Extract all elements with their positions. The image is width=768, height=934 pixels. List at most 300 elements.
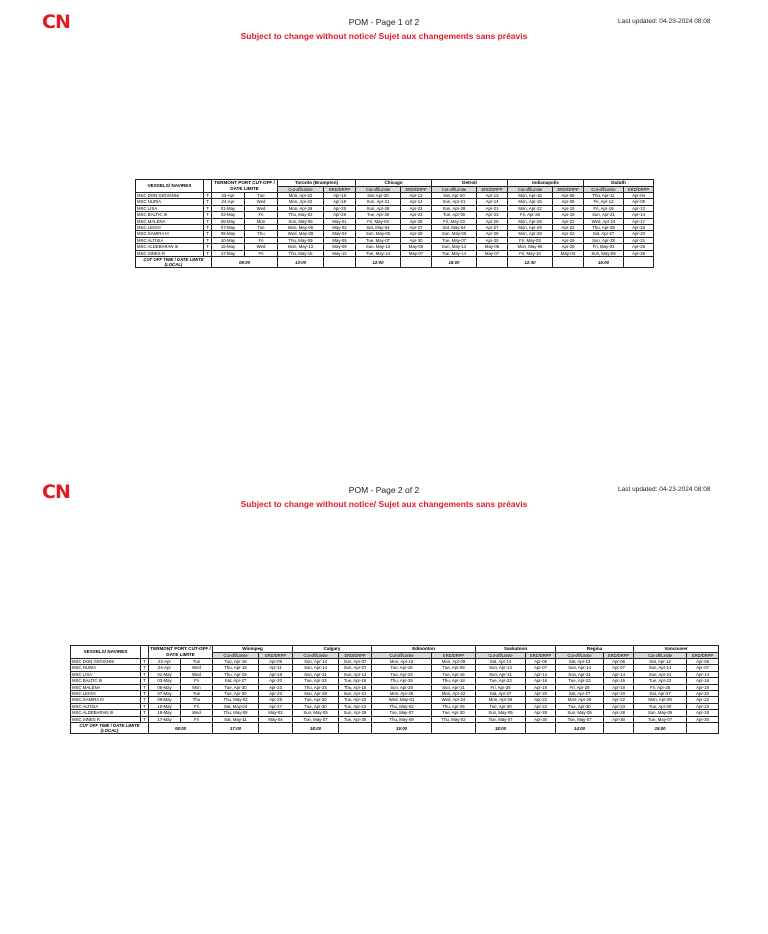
termont-date: 24-Apr — [212, 199, 245, 205]
termont-cutoff-time: 08:00 — [149, 723, 213, 734]
erd-date: Apr-23 — [687, 703, 719, 709]
termont-date: 09-May — [212, 231, 245, 237]
erd-date: Apr-22 — [687, 697, 719, 703]
vessel-name: MSC DON GIOVANNI — [136, 193, 204, 199]
cutoff-date: Tue, Apr-23 — [293, 678, 339, 684]
table-row — [71, 716, 719, 722]
cutoff-date: Sun, May-05 — [293, 710, 339, 716]
erd-date: May-05 — [324, 237, 356, 243]
cutoff-date: Mon, Apr-29 — [634, 697, 687, 703]
terminal-code: T — [141, 659, 149, 665]
termont-day: Tue — [181, 691, 213, 697]
erd-date: Apr-27 — [477, 225, 508, 231]
erd-header: ERD/DRPP — [324, 186, 356, 193]
cutoff-date: Sun, Apr-21 — [432, 199, 477, 205]
cutoff-date: Tue, May-07 — [556, 716, 604, 722]
erd-date: Apr-26 — [553, 237, 584, 243]
erd-date: Mon, Apr-08 — [432, 659, 476, 665]
page-title: POM - Page 2 of 2 — [348, 485, 420, 495]
erd-date: Apr-20 — [624, 231, 654, 237]
erd-date: May-12 — [324, 250, 356, 256]
cutoff-date: Tue, May-14 — [432, 250, 477, 256]
table-row — [71, 678, 719, 684]
city-cutoff-time: 17:00 — [213, 723, 259, 734]
page-title: POM - Page 1 of 2 — [348, 17, 420, 27]
termont-day: Wed — [181, 710, 213, 716]
termont-date: 10-May — [212, 237, 245, 243]
cutoff-date: Fri, Apr-26 — [634, 684, 687, 690]
vessel-name: MSC NURIA — [71, 665, 141, 671]
termont-cutoff-time: 08:00 — [212, 257, 278, 268]
cutoff-date: Mon, Apr-22 — [278, 193, 324, 199]
vessel-name: MSC BALTIC III — [71, 678, 141, 684]
vessel-name: MSC LISA — [136, 205, 204, 211]
cutoff-header: Cut-off/Limite — [584, 186, 624, 193]
terminal-code: T — [204, 193, 212, 199]
cutoff-date: Thu, May-02 — [213, 697, 259, 703]
cutoff-date: Sun, Apr-28 — [372, 684, 432, 690]
erd-header: ERD/DRPP — [477, 186, 508, 193]
cutoff-date: Sun, Apr-21 — [556, 671, 604, 677]
cutoff-date: Sat, Apr-13 — [634, 659, 687, 665]
vessel-name: MSC LEIGH — [71, 691, 141, 697]
cutoff-date: Mon, Apr-15 — [508, 199, 553, 205]
erd-date: Apr-30 — [477, 237, 508, 243]
erd-date: Apr-18 — [259, 671, 293, 677]
erd-date: Apr-16 — [526, 678, 556, 684]
termont-day: Mon — [245, 218, 278, 224]
erd-date: Apr-20 — [604, 691, 634, 697]
blank-cell — [553, 257, 584, 268]
table-row — [71, 671, 719, 677]
cutoff-date: Mon, Apr-22 — [508, 205, 553, 211]
cutoff-date: Sun, May-05 — [476, 710, 526, 716]
cutoff-date: Tue, Apr-30 — [556, 703, 604, 709]
cutoff-date: Tue, May-07 — [356, 237, 401, 243]
vessel-name: MSC LISA — [71, 671, 141, 677]
erd-date: Apr-26 — [624, 244, 654, 250]
cutoff-date: Mon, Apr-29 — [476, 697, 526, 703]
termont-day: Tue — [181, 659, 213, 665]
blank-cell — [259, 723, 293, 734]
cutoff-date: Sun, May-05 — [432, 231, 477, 237]
blank-cell — [624, 257, 654, 268]
erd-date: Apr-23 — [604, 703, 634, 709]
termont-date: 17-May — [212, 250, 245, 256]
blank-cell — [604, 723, 634, 734]
termont-date: 17-May — [149, 716, 181, 722]
termont-header: TERMONT PORT CUT-OFF / DATE LIMITE — [212, 180, 278, 193]
cutoff-date: Thu, May-09 — [213, 710, 259, 716]
vessel-name: MSC BALTIC III — [136, 212, 204, 218]
erd-date: Thu, Apr-18 — [339, 684, 372, 690]
table-row — [71, 691, 719, 697]
erd-date: Apr-16 — [687, 678, 719, 684]
cutoff-date: Tue, Apr-30 — [432, 212, 477, 218]
termont-day: Tue — [245, 225, 278, 231]
city-cutoff-time: 15:00 — [432, 257, 477, 268]
cutoff-date: Sun, Apr-21 — [476, 671, 526, 677]
cutoff-time-label: CUT OFF TIME / DATE LIMITE (LOCAL) — [136, 257, 212, 268]
cutoff-header: Cut-off/Limite — [356, 186, 401, 193]
vessel-name: MSC MALENA — [71, 684, 141, 690]
erd-date: Apr-19 — [526, 684, 556, 690]
erd-header: ERD/DRPP — [624, 186, 654, 193]
cutoff-date: Fri, Apr-19 — [584, 205, 624, 211]
erd-date: May-04 — [259, 716, 293, 722]
erd-date: Apr-23 — [401, 212, 432, 218]
city-header: Edmonton — [372, 646, 476, 653]
erd-date: Thu, Apr-25 — [432, 703, 476, 709]
cutoff-header: Cut-off/Limite — [476, 652, 526, 659]
blank-header — [204, 180, 212, 193]
blank-cell — [339, 723, 372, 734]
cutoff-date: Fri, May-03 — [356, 218, 401, 224]
terminal-code: T — [204, 199, 212, 205]
cutoff-date: Mon, Apr-29 — [508, 231, 553, 237]
cutoff-date: Sat, Apr-27 — [213, 678, 259, 684]
erd-date: Apr-06 — [526, 659, 556, 665]
erd-date: Apr-26 — [477, 218, 508, 224]
erd-date: Apr-28 — [401, 231, 432, 237]
termont-day: Fri — [181, 716, 213, 722]
cutoff-date: Sat, Apr-20 — [356, 193, 401, 199]
terminal-code: T — [141, 684, 149, 690]
cutoff-date: Tue, Apr-30 — [213, 691, 259, 697]
cutoff-date: Sun, Apr-21 — [356, 199, 401, 205]
vessel-name: MSC SAMIRA III — [71, 697, 141, 703]
cutoff-date: Tue, Apr-30 — [213, 684, 259, 690]
termont-day: Fri — [245, 212, 278, 218]
erd-header: ERD/DRPP — [401, 186, 432, 193]
cutoff-date: Sun, Apr-28 — [293, 691, 339, 697]
termont-day: Tue — [245, 193, 278, 199]
erd-date: Apr-28 — [526, 710, 556, 716]
notice-text: Subject to change without notice/ Sujet aux changements sans préavis — [240, 499, 528, 509]
cutoff-date: Mon, Apr-29 — [372, 691, 432, 697]
vessel-name: MSC ALTISIA — [71, 703, 141, 709]
erd-date: Wed, Apr-24 — [432, 697, 476, 703]
cutoff-date: Sun, May-05 — [278, 218, 324, 224]
erd-date: Apr-11 — [259, 665, 293, 671]
erd-date: Apr-26 — [401, 218, 432, 224]
cutoff-date: Sun, Apr-14 — [634, 665, 687, 671]
erd-date: Apr-28 — [624, 250, 654, 256]
erd-date: Apr-21 — [477, 205, 508, 211]
erd-date: Apr-25 — [259, 697, 293, 703]
table-row — [71, 665, 719, 671]
cutoff-date: Mon, Apr-29 — [556, 697, 604, 703]
city-cutoff-time: 19:00 — [634, 723, 687, 734]
erd-date: Apr-15 — [553, 205, 584, 211]
city-header: Toronto (Brampton) — [278, 180, 356, 187]
cutoff-date: Sun, Apr-21 — [634, 671, 687, 677]
terminal-code: T — [204, 212, 212, 218]
city-header: Duluth — [584, 180, 654, 187]
city-header: Regina — [556, 646, 634, 653]
termont-day: Wed — [245, 199, 278, 205]
cutoff-date: Thu, Apr-25 — [293, 684, 339, 690]
erd-date: Apr-20 — [259, 678, 293, 684]
cutoff-date: Sun, May-12 — [432, 244, 477, 250]
terminal-code: T — [204, 237, 212, 243]
erd-date: Apr-21 — [624, 237, 654, 243]
blank-cell — [324, 257, 356, 268]
erd-date: Apr-22 — [553, 225, 584, 231]
cutoff-date: Sun, May-05 — [634, 710, 687, 716]
erd-date: Apr-22 — [604, 697, 634, 703]
table-row — [71, 659, 719, 665]
cutoff-date: Sun, May-05 — [584, 250, 624, 256]
termont-date: 24-Apr — [149, 665, 181, 671]
erd-date: Tue, Apr-16 — [339, 678, 372, 684]
city-header: Vancouver — [634, 646, 719, 653]
cutoff-date: Thu, May-16 — [278, 250, 324, 256]
blank-cell — [526, 723, 556, 734]
cutoff-date: Sat, Apr-20 — [432, 193, 477, 199]
terminal-code: T — [204, 218, 212, 224]
cutoff-header: Cut-off/Limite — [634, 652, 687, 659]
cutoff-date: Sat, Apr-27 — [476, 691, 526, 697]
termont-date: 09-May — [149, 697, 181, 703]
cutoff-date: Tue, May-07 — [372, 710, 432, 716]
erd-header: ERD/DRPP — [687, 652, 719, 659]
cutoff-date: Thu, Apr-25 — [372, 678, 432, 684]
cutoff-date: Mon, Apr-29 — [508, 218, 553, 224]
termont-date: 03-May — [149, 678, 181, 684]
cutoff-date: Mon, Apr-29 — [508, 225, 553, 231]
erd-date: Apr-14 — [624, 212, 654, 218]
erd-date: Sun, Apr-21 — [339, 691, 372, 697]
terminal-code: T — [141, 716, 149, 722]
erd-date: Apr-04 — [624, 193, 654, 199]
cutoff-date: Wed, May-08 — [278, 231, 324, 237]
cutoff-header: Cut-off/Limite — [556, 652, 604, 659]
erd-date: Apr-07 — [604, 665, 634, 671]
blank-cell — [477, 257, 508, 268]
cutoff-date: Thu, Apr-25 — [584, 225, 624, 231]
erd-date: Apr-19 — [553, 212, 584, 218]
table-row — [71, 710, 719, 716]
cutoff-date: Tue, May-07 — [293, 716, 339, 722]
cutoff-header: Cut-off/Limite — [213, 652, 259, 659]
cutoff-date: Sun, May-05 — [556, 710, 604, 716]
vessel-name: MSC SINES R — [71, 716, 141, 722]
vessel-name: MSC SAMIRA III — [136, 231, 204, 237]
erd-date: Apr-30 — [687, 716, 719, 722]
erd-date: Apr-30 — [604, 716, 634, 722]
vessel-name: MSC SINES R — [136, 250, 204, 256]
terminal-code: T — [204, 205, 212, 211]
cutoff-header: Cut-off/Limite — [278, 186, 324, 193]
erd-date: May-02 — [259, 710, 293, 716]
city-cutoff-time: 12:30 — [508, 257, 553, 268]
terminal-code: T — [204, 244, 212, 250]
erd-date: Apr-07 — [687, 665, 719, 671]
erd-date: Apr-23 — [477, 212, 508, 218]
terminal-code: T — [141, 710, 149, 716]
cutoff-date: Sun, Apr-14 — [293, 665, 339, 671]
cutoff-date: Sat, May-04 — [356, 225, 401, 231]
cutoff-date: Tue, Apr-30 — [293, 703, 339, 709]
erd-date: Apr-13 — [401, 193, 432, 199]
termont-day: Fri — [181, 703, 213, 709]
cutoff-date: Tue, Apr-16 — [372, 665, 432, 671]
city-cutoff-time: 18:00 — [476, 723, 526, 734]
cutoff-date: Mon, Apr-29 — [278, 205, 324, 211]
erd-date: Apr-19 — [687, 684, 719, 690]
erd-date: Thu, May-02 — [432, 716, 476, 722]
erd-date: Apr-14 — [526, 671, 556, 677]
erd-date: Apr-18 — [624, 225, 654, 231]
erd-date: Apr-05 — [624, 199, 654, 205]
erd-date: Apr-14 — [477, 199, 508, 205]
erd-date: Sun, Apr-21 — [432, 684, 476, 690]
erd-date: Apr-23 — [526, 703, 556, 709]
erd-date: Apr-28 — [604, 710, 634, 716]
termont-date: 23-Apr — [212, 193, 245, 199]
schedule-table — [135, 179, 654, 268]
erd-date: Apr-22 — [553, 218, 584, 224]
erd-date: May-09 — [324, 244, 356, 250]
erd-date: Apr-14 — [604, 671, 634, 677]
erd-date: Tue, Apr-09 — [432, 665, 476, 671]
cutoff-date: Thu, May-02 — [278, 212, 324, 218]
vessels-header: VESSELS/ NAVIRES — [136, 180, 204, 193]
table-row — [71, 684, 719, 690]
erd-date: Apr-25 — [324, 205, 356, 211]
erd-date: Apr-17 — [624, 218, 654, 224]
terminal-code: T — [141, 703, 149, 709]
cutoff-date: Fri, Apr-26 — [476, 684, 526, 690]
termont-date: 01-May — [212, 205, 245, 211]
city-header: Winnipeg — [213, 646, 293, 653]
cutoff-date: Sun, Apr-21 — [293, 671, 339, 677]
cn-logo: CN — [42, 11, 70, 33]
erd-date: Apr-09 — [259, 659, 293, 665]
cutoff-date: Thu, May-09 — [372, 716, 432, 722]
cutoff-date: Tue, May-07 — [476, 716, 526, 722]
termont-date: 10-May — [149, 703, 181, 709]
erd-date: Tue, Apr-23 — [339, 703, 372, 709]
blank-cell — [432, 723, 476, 734]
erd-date: Sun, Apr-07 — [339, 665, 372, 671]
city-cutoff-time: 12:00 — [356, 257, 401, 268]
cutoff-time-label: CUT OFF TIME / DATE LIMITE (LOCAL) — [71, 723, 149, 734]
cutoff-date: Sat, Apr-27 — [634, 691, 687, 697]
terminal-code: T — [204, 231, 212, 237]
termont-date: 15-May — [212, 244, 245, 250]
erd-date: May-02 — [324, 225, 356, 231]
terminal-code: T — [204, 250, 212, 256]
page-2 — [0, 467, 768, 934]
vessel-name: MSC ALTISIA — [136, 237, 204, 243]
erd-date: Apr-12 — [624, 205, 654, 211]
termont-day: Fri — [245, 237, 278, 243]
erd-date: May-05 — [477, 244, 508, 250]
termont-date: 07-May — [212, 225, 245, 231]
cutoff-date: Thu, Apr-11 — [584, 193, 624, 199]
termont-date: 15-May — [149, 710, 181, 716]
erd-date: Apr-30 — [401, 237, 432, 243]
termont-header: TERMONT PORT CUT-OFF / DATE LIMITE — [150, 646, 211, 657]
cutoff-date: Sun, Apr-14 — [476, 665, 526, 671]
erd-date: Apr-07 — [526, 665, 556, 671]
erd-date: Apr-20 — [687, 691, 719, 697]
table-row — [71, 697, 719, 703]
erd-date: Apr-20 — [526, 691, 556, 697]
cutoff-date: Mon, Apr-15 — [508, 193, 553, 199]
termont-day: Fri — [181, 678, 213, 684]
erd-date: Thu, Apr-18 — [432, 678, 476, 684]
cutoff-date: Tue, Apr-23 — [476, 678, 526, 684]
cutoff-date: Tue, Apr-23 — [556, 678, 604, 684]
city-header: Calgary — [293, 646, 372, 653]
cutoff-date: Fri, May-10 — [508, 250, 553, 256]
erd-date: Apr-06 — [604, 659, 634, 665]
city-cutoff-time: 13:00 — [278, 257, 324, 268]
city-header: Indianapolis — [508, 180, 584, 187]
city-header: Saskatoon — [476, 646, 556, 653]
termont-day: Thu — [181, 697, 213, 703]
cutoff-date: Sun, Apr-14 — [293, 659, 339, 665]
cutoff-date: Sun, Apr-28 — [432, 205, 477, 211]
erd-date: May-07 — [477, 250, 508, 256]
erd-date: Apr-30 — [526, 716, 556, 722]
termont-day: Wed — [181, 665, 213, 671]
erd-date: Apr-13 — [477, 193, 508, 199]
cutoff-date: Thu, Apr-18 — [213, 665, 259, 671]
erd-date: Apr-23 — [259, 691, 293, 697]
erd-date: Sun, Apr-07 — [339, 659, 372, 665]
cutoff-date: Tue, May-14 — [356, 250, 401, 256]
termont-day: Wed — [245, 205, 278, 211]
erd-date: Apr-08 — [553, 199, 584, 205]
erd-date: Tue, Apr-30 — [339, 716, 372, 722]
erd-date: Apr-18 — [324, 199, 356, 205]
erd-date: May-05 — [401, 244, 432, 250]
termont-day: Thu — [245, 231, 278, 237]
termont-date: 06-May — [212, 218, 245, 224]
erd-date: Apr-18 — [324, 193, 356, 199]
schedule-table — [70, 645, 719, 734]
cutoff-date: Tue, Apr-23 — [372, 671, 432, 677]
erd-date: Tue, Apr-30 — [432, 710, 476, 716]
erd-date: May-01 — [324, 218, 356, 224]
cutoff-time-row — [136, 257, 654, 268]
cutoff-date: Sat, May-11 — [213, 716, 259, 722]
erd-date: Apr-27 — [259, 703, 293, 709]
erd-date: Apr-29 — [553, 244, 584, 250]
erd-date: Tue, Apr-23 — [339, 697, 372, 703]
city-header: Chicago — [356, 180, 432, 187]
cutoff-date: Mon, May-06 — [508, 244, 553, 250]
cutoff-date: Sat, Apr-13 — [476, 659, 526, 665]
cutoff-date: Sat, Apr-27 — [556, 691, 604, 697]
erd-date: Apr-28 — [324, 212, 356, 218]
vessel-name: MSC ALDEBARAN III — [136, 244, 204, 250]
cutoff-date: Tue, Apr-23 — [634, 678, 687, 684]
cutoff-date: Sun, Apr-21 — [584, 212, 624, 218]
city-cutoff-time: 14:00 — [556, 723, 604, 734]
cutoff-header: Cut-off/Limite — [432, 186, 477, 193]
cutoff-date: Thu, May-09 — [278, 237, 324, 243]
termont-day: Wed — [181, 671, 213, 677]
city-cutoff-time: 16:00 — [584, 257, 624, 268]
erd-date: Apr-22 — [526, 697, 556, 703]
cutoff-time-row — [71, 723, 719, 734]
cn-logo: CN — [42, 481, 70, 503]
